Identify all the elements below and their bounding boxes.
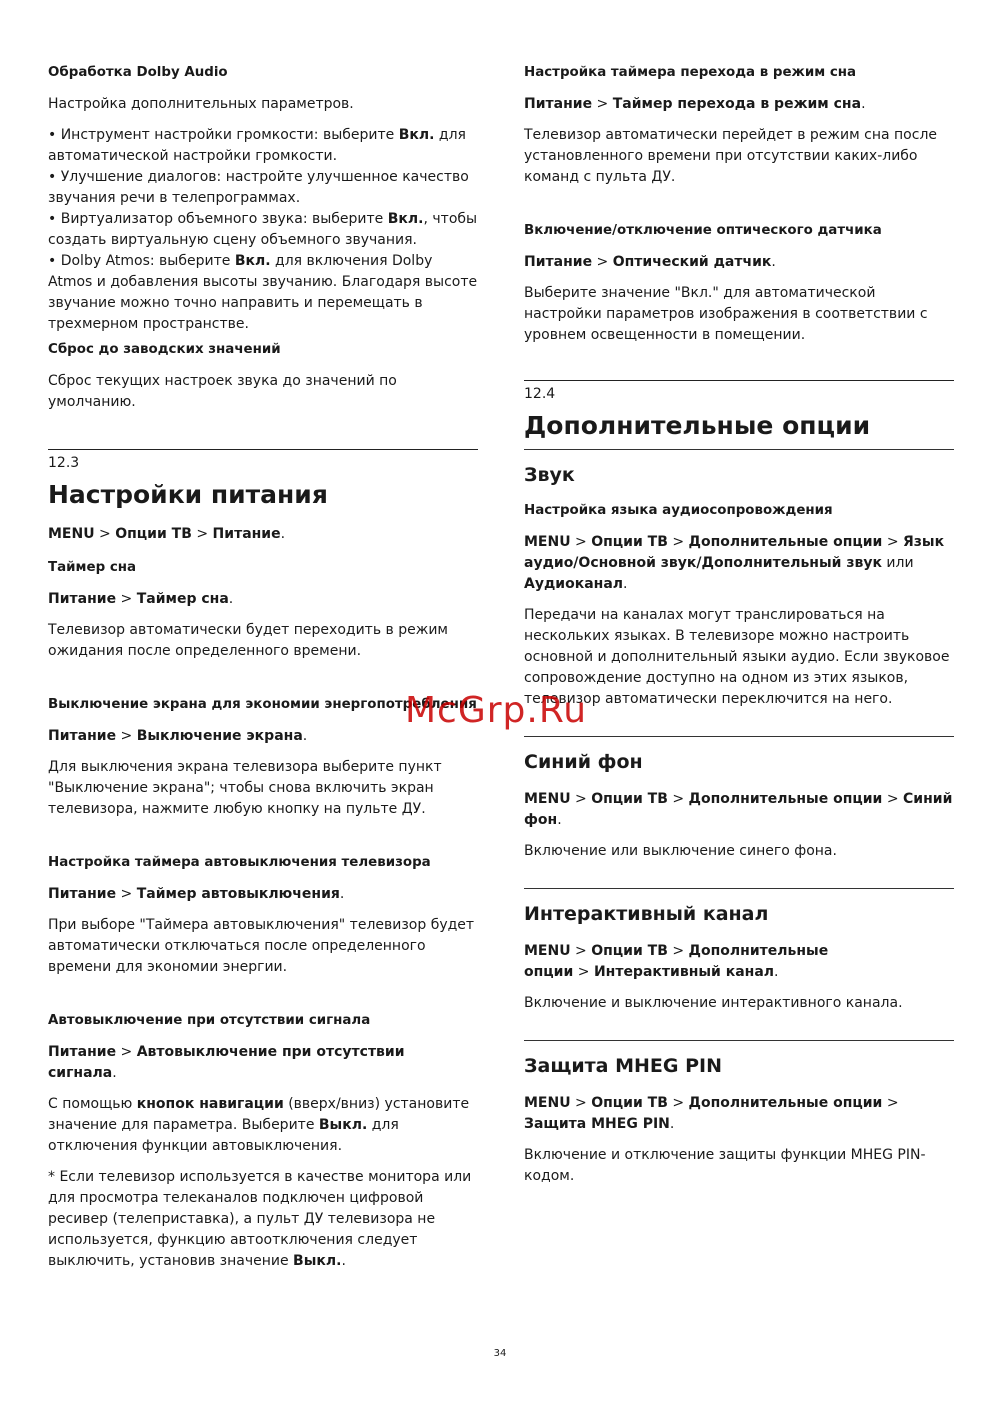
screenoff-path: Питание > Выключение экрана.	[48, 728, 308, 744]
autooff-path: Питание > Таймер автовыключения.	[48, 886, 345, 902]
audio-language-title: Настройка языка аудиосопровождения	[524, 503, 833, 518]
subsection-divider	[524, 888, 954, 889]
audio-language-path: MENU > Опции ТВ > Дополнительные опции > Язык аудио/Основной звук/Дополнительный звук или Аудиоканал.	[524, 534, 945, 592]
dolby-bullet-atmos: • Dolby Atmos: выберите Вкл. для включения Dolby Atmos и добавления высоты звучанию. Благодаря высоте звучание можно точно направить и перемещать в трехмерном пространстве.	[48, 253, 478, 332]
autooff-text: При выборе "Таймера автовыключения" телевизор будет автоматически отключаться после определенного времени для экономии энергии.	[48, 917, 475, 975]
sleeptimer-path: Питание > Таймер перехода в режим сна.	[524, 96, 866, 112]
sleep-title: Таймер сна	[48, 560, 137, 575]
sleeptimer-text: Телевизор автоматически перейдет в режим сна после установленного времени при отсутствии каких-либо команд с пульта ДУ.	[524, 127, 937, 185]
bluebg-heading: Синий фон	[524, 751, 643, 773]
dolby-bullet-dialog: • Улучшение диалогов: настройте улучшенное качество звучания речи в телепрограммах.	[48, 169, 469, 206]
subsection-divider	[524, 449, 954, 450]
mheg-heading: Защита MHEG PIN	[524, 1055, 722, 1077]
section-divider	[48, 449, 478, 450]
dolby-audio-title: Обработка Dolby Audio	[48, 65, 228, 80]
screenoff-text: Для выключения экрана телевизора выберите пункт "Выключение экрана"; чтобы снова включить экран телевизора, нажмите любую кнопку на пульте ДУ.	[48, 759, 442, 817]
subsection-divider	[524, 736, 954, 737]
interactive-path: MENU > Опции ТВ > Дополнительные опции > Интерактивный канал.	[524, 943, 829, 980]
dolby-bullet-virtualizer: • Виртуализатор объемного звука: выберите Вкл., чтобы создать виртуальную сцену объемного звучания.	[48, 211, 478, 248]
section-divider	[524, 380, 954, 381]
page-number: 34	[493, 1348, 507, 1359]
nosignal-note: * Если телевизор используется в качестве монитора или для просмотра телеканалов подключен цифровой ресивер (телеприставка), а пульт ДУ телевизора не используется, функцию автоотключения следует выключить, установив значение Выкл..	[48, 1169, 472, 1269]
screenoff-title: Выключение экрана для экономии энергопотребления	[48, 697, 477, 712]
optical-path: Питание > Оптический датчик.	[524, 254, 776, 270]
mheg-path: MENU > Опции ТВ > Дополнительные опции > Защита MHEG PIN.	[524, 1095, 899, 1132]
optical-title: Включение/отключение оптического датчика	[524, 223, 882, 238]
sleeptimer-title: Настройка таймера перехода в режим сна	[524, 65, 857, 80]
nosignal-title: Автовыключение при отсутствии сигнала	[48, 1013, 371, 1028]
bluebg-text: Включение или выключение синего фона.	[524, 843, 837, 859]
right-column	[524, 64, 954, 1197]
section-title: Настройки питания	[48, 480, 328, 509]
optical-text: Выберите значение "Вкл." для автоматической настройки параметров изображения в соответствии с уровнем освещенности в помещении.	[524, 285, 928, 343]
bluebg-path: MENU > Опции ТВ > Дополнительные опции > Синий фон.	[524, 791, 953, 828]
audio-language-text: Передачи на каналах могут транслироваться на нескольких языках. В телевизоре можно настроить основной и дополнительный языки аудио. Если звуковое сопровождение доступно на одном из этих языков, телевизор автоматически переключится на него.	[524, 607, 950, 707]
reset-text: Сброс текущих настроек звука до значений по умолчанию.	[48, 373, 397, 410]
mheg-text: Включение и отключение защиты функции MHEG PIN-кодом.	[524, 1147, 926, 1184]
subsection-divider	[524, 1040, 954, 1041]
left-column	[48, 64, 478, 1282]
nosignal-text: С помощью кнопок навигации (вверх/вниз) установите значение для параметра. Выберите Выкл. для отключения функции автовыключения.	[48, 1096, 470, 1154]
menu-path-power: MENU > Опции ТВ > Питание.	[48, 526, 286, 542]
reset-title: Сброс до заводских значений	[48, 342, 281, 357]
section-title: Дополнительные опции	[524, 411, 871, 440]
sleep-path: Питание > Таймер сна.	[48, 591, 234, 607]
autooff-title: Настройка таймера автовыключения телевизора	[48, 855, 431, 870]
watermark: McGrp.Ru	[405, 690, 588, 731]
sleep-text: Телевизор автоматически будет переходить в режим ожидания после определенного времени.	[48, 622, 448, 659]
section-number: 12.3	[48, 455, 80, 471]
sound-heading: Звук	[524, 464, 575, 486]
dolby-bullet-volume: • Инструмент настройки громкости: выберите Вкл. для автоматической настройки громкости.	[48, 127, 466, 164]
interactive-text: Включение и выключение интерактивного канала.	[524, 995, 903, 1011]
dolby-audio-intro: Настройка дополнительных параметров.	[48, 96, 354, 112]
section-number: 12.4	[524, 386, 556, 402]
interactive-heading: Интерактивный канал	[524, 903, 769, 925]
nosignal-path: Питание > Автовыключение при отсутствии сигнала.	[48, 1044, 405, 1081]
